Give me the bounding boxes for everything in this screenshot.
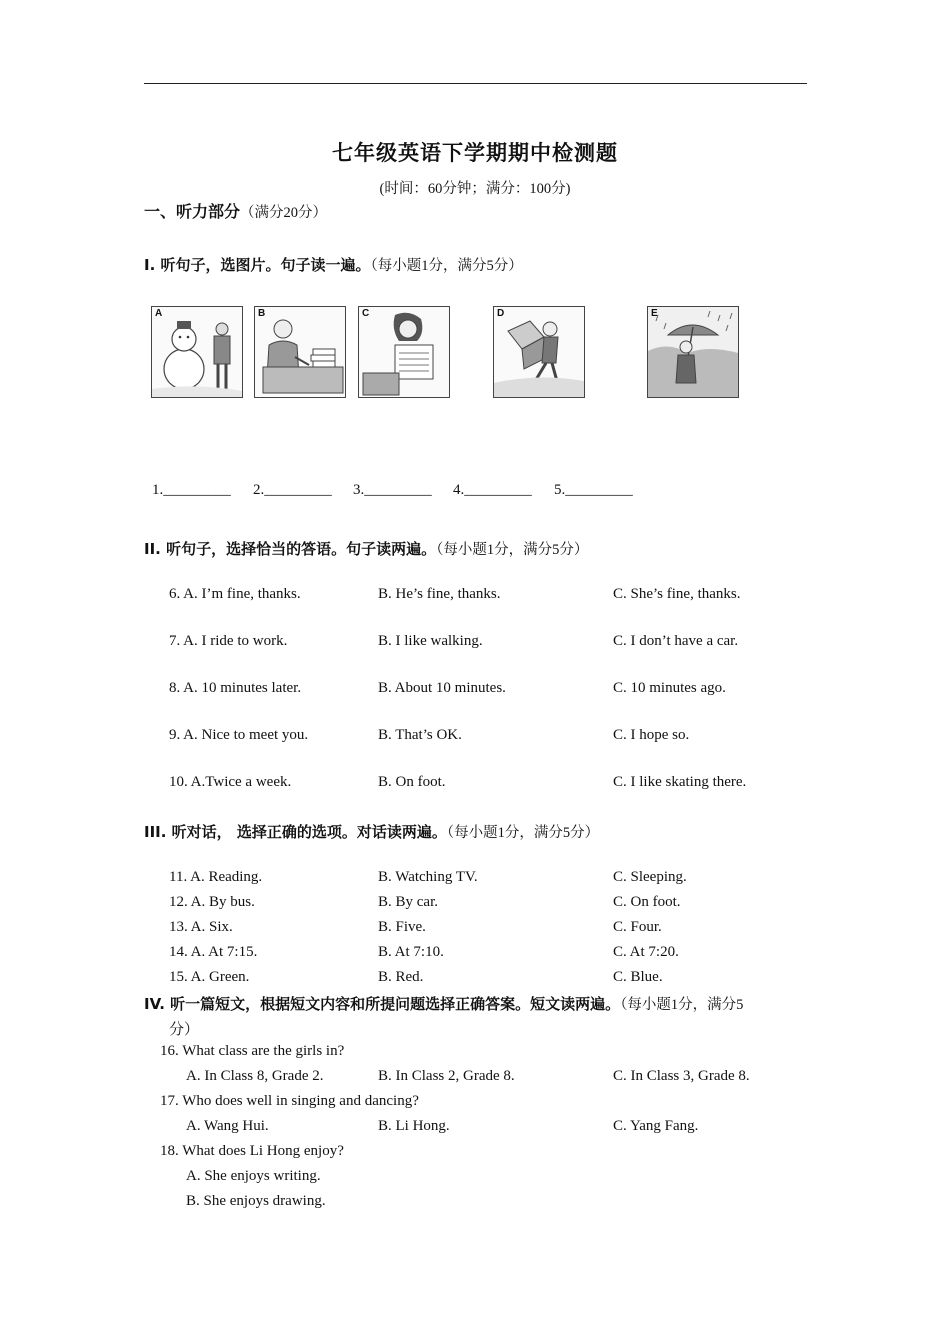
part1-heading	[144, 199, 327, 222]
q15-option-c: C. Blue.	[613, 969, 663, 985]
q11-option-c: C. Sleeping.	[613, 869, 687, 885]
snowman-children-icon	[152, 307, 242, 397]
part1-title: 一、听力部分	[144, 202, 241, 221]
q18-question: 18. What does Li Hong enjoy?	[160, 1143, 344, 1159]
q16-option-c: C. In Class 3, Grade 8.	[613, 1068, 750, 1084]
page-title: 七年级英语下学期期中检测题	[332, 141, 618, 165]
section-iv-note: （每小题1分，满分5	[620, 997, 744, 1013]
q7-option-c: C. I don’t have a car.	[613, 633, 739, 649]
q18-option-b: B. She enjoys drawing.	[186, 1193, 326, 1209]
section-ii-note: （每小题1分，满分5分）	[436, 542, 589, 558]
q6-option-c: C. She’s fine, thanks.	[613, 586, 741, 602]
answer-blank-1[interactable]: 1._________	[152, 482, 231, 498]
q14-option-b: B. At 7:10.	[378, 944, 444, 960]
q9-option-b: B. That’s OK.	[378, 727, 462, 743]
q7-option-b: B. I like walking.	[378, 633, 483, 649]
picture-d	[493, 306, 585, 398]
section-iii-note: （每小题1分，满分5分）	[446, 825, 600, 841]
picture-e	[647, 306, 739, 398]
q14-option-c: C. At 7:20.	[613, 944, 679, 960]
q13-option-c: C. Four.	[613, 919, 662, 935]
q9-option-c: C. I hope so.	[613, 727, 690, 743]
teacher-desk-books-icon	[255, 307, 345, 397]
answer-blank-3[interactable]: 3._________	[353, 482, 432, 498]
q8-option-a: 8. A. 10 minutes later.	[169, 680, 302, 696]
q10-option-b: B. On foot.	[378, 774, 446, 790]
q17-option-a: A. Wang Hui.	[186, 1118, 269, 1134]
answer-blank-2[interactable]: 2._________	[253, 482, 332, 498]
man-carrying-box-icon	[494, 307, 584, 397]
q12-option-b: B. By car.	[378, 894, 438, 910]
picture-b	[254, 306, 346, 398]
section-i-heading	[144, 254, 523, 275]
q11-option-a: 11. A. Reading.	[169, 869, 263, 885]
q14-option-a: 14. A. At 7:15.	[169, 944, 258, 960]
q16-option-b: B. In Class 2, Grade 8.	[378, 1068, 515, 1084]
q6-option-b: B. He’s fine, thanks.	[378, 586, 501, 602]
q9-option-a: 9. A. Nice to meet you.	[169, 727, 309, 743]
picture-a-label: A	[155, 308, 163, 319]
picture-c	[358, 306, 450, 398]
q12-option-c: C. On foot.	[613, 894, 681, 910]
answer-blank-5[interactable]: 5._________	[554, 482, 633, 498]
q18-option-a: A. She enjoys writing.	[186, 1168, 321, 1184]
q10-option-a: 10. A.Twice a week.	[169, 774, 292, 790]
q11-option-b: B. Watching TV.	[378, 869, 478, 885]
picture-c-label: C	[362, 308, 370, 319]
woman-reading-newspaper-icon	[359, 307, 449, 397]
q10-option-c: C. I like skating there.	[613, 774, 747, 790]
section-i-note: （每小题1分，满分5分）	[370, 258, 523, 274]
section-iii-heading	[144, 821, 599, 842]
q13-option-a: 13. A. Six.	[169, 919, 233, 935]
section-ii-heading	[144, 538, 588, 559]
header-rule	[144, 83, 807, 84]
picture-a	[151, 306, 243, 398]
q6-option-a: 6. A. I’m fine, thanks.	[169, 586, 301, 602]
section-iv-title: IV. 听一篇短文，根据短文内容和所提问题选择正确答案。短文读两遍。	[144, 995, 621, 1013]
section-iii-title: III. 听对话， 选择正确的选项。对话读两遍。	[144, 823, 447, 841]
answer-blank-4[interactable]: 4._________	[453, 482, 532, 498]
section-i-title: I. 听句子，选图片。句子读一遍。	[144, 256, 371, 274]
q7-option-a: 7. A. I ride to work.	[169, 633, 288, 649]
q12-option-a: 12. A. By bus.	[169, 894, 255, 910]
girl-umbrella-rain-icon	[648, 307, 738, 397]
section-iv-heading	[144, 993, 743, 1014]
picture-b-label: B	[258, 308, 266, 319]
q8-option-c: C. 10 minutes ago.	[613, 680, 726, 696]
picture-e-label: E	[651, 308, 658, 319]
q17-option-b: B. Li Hong.	[378, 1118, 450, 1134]
q17-question: 17. Who does well in singing and dancing?	[160, 1093, 419, 1109]
q17-option-c: C. Yang Fang.	[613, 1118, 699, 1134]
section-ii-title: II. 听句子，选择恰当的答语。句子读两遍。	[144, 540, 437, 558]
part1-score: （满分20分）	[240, 205, 328, 221]
q13-option-b: B. Five.	[378, 919, 426, 935]
exam-info: (时间：60分钟；满分：100分)	[379, 181, 571, 197]
picture-d-label: D	[497, 308, 505, 319]
q15-option-a: 15. A. Green.	[169, 969, 250, 985]
q15-option-b: B. Red.	[378, 969, 424, 985]
q16-option-a: A. In Class 8, Grade 2.	[186, 1068, 324, 1084]
section-iv-note-cont: 分）	[169, 1022, 200, 1038]
q16-question: 16. What class are the girls in?	[160, 1043, 345, 1059]
q8-option-b: B. About 10 minutes.	[378, 680, 506, 696]
